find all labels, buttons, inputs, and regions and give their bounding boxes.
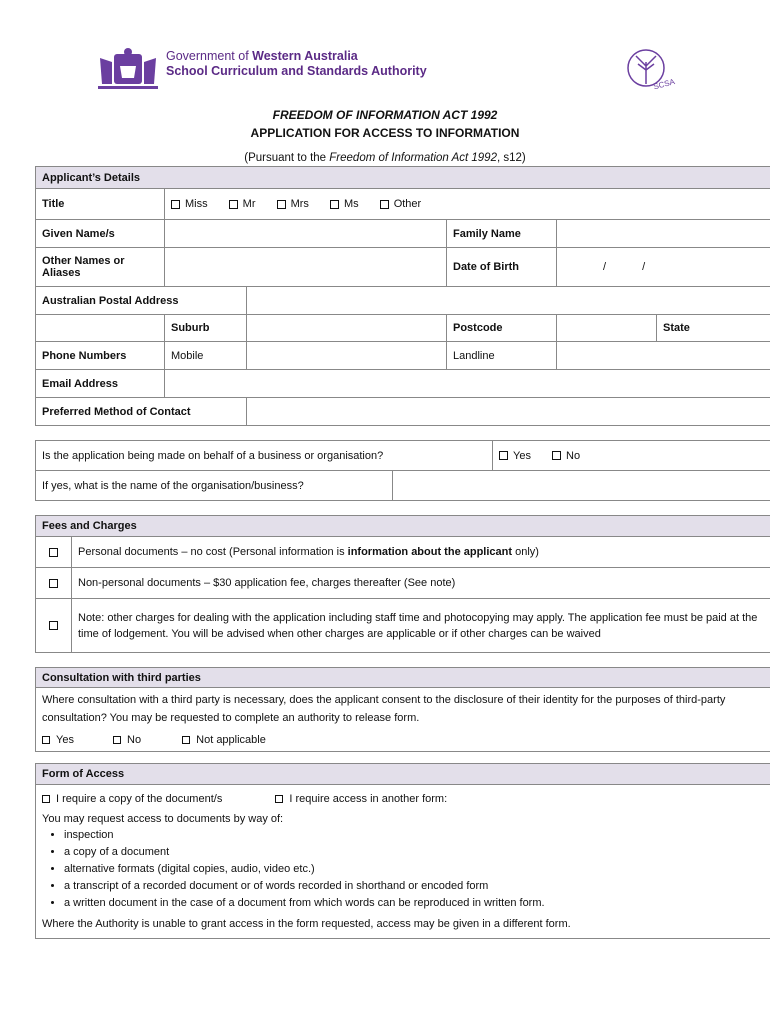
access-table bbox=[35, 763, 770, 939]
title-option-mrs[interactable]: Mrs bbox=[277, 198, 309, 210]
checkbox-icon bbox=[182, 736, 190, 744]
email-field[interactable] bbox=[165, 370, 770, 398]
postal-address-label: Australian Postal Address bbox=[36, 287, 247, 315]
postal-address-field[interactable] bbox=[247, 287, 770, 315]
phone-label: Phone Numbers bbox=[36, 342, 165, 370]
other-names-label: Other Names or Aliases bbox=[36, 248, 165, 287]
access-heading: Form of Access bbox=[36, 764, 770, 785]
nonpersonal-docs-text: Non-personal documents – $30 application fee, charges thereafter (See note) bbox=[72, 568, 770, 599]
business-no-option[interactable]: No bbox=[552, 450, 580, 462]
checkbox-icon bbox=[499, 451, 508, 460]
title-option-ms[interactable]: Ms bbox=[330, 198, 359, 210]
consultation-table bbox=[35, 667, 770, 752]
access-copy-option[interactable]: I require a copy of the document/s bbox=[42, 793, 222, 805]
mobile-label: Mobile bbox=[165, 342, 247, 370]
consultation-options bbox=[42, 731, 770, 749]
access-footer: Where the Authority is unable to grant access in the form requested, access may be given in a different form. bbox=[42, 918, 571, 930]
applicant-details-table bbox=[35, 166, 770, 426]
checkbox-icon bbox=[330, 200, 339, 209]
contact-method-label: Preferred Method of Contact bbox=[36, 398, 247, 426]
title-label: Title bbox=[36, 189, 165, 220]
fees-table bbox=[35, 515, 770, 653]
access-list bbox=[42, 827, 770, 912]
consultation-na-option[interactable]: Not applicable bbox=[182, 731, 266, 749]
list-item: • a written document in the case of a document from which words can be reproduced in written form. bbox=[64, 895, 770, 912]
act-title: FREEDOM OF INFORMATION ACT 1992 bbox=[272, 108, 498, 122]
fees-heading: Fees and Charges bbox=[36, 516, 770, 537]
checkbox-icon bbox=[552, 451, 561, 460]
title-option-other[interactable]: Other bbox=[380, 198, 422, 210]
list-item: • a copy of a document bbox=[64, 844, 770, 861]
access-intro: You may request access to documents by way of: bbox=[42, 813, 284, 825]
fees-note: Note: other charges for dealing with the application including staff time and photocopying may apply. The application fee must be paid at the time of lodgement. You will be advised when other charges are applicable or if other charges can be waived bbox=[72, 599, 770, 653]
personal-checkbox[interactable] bbox=[36, 537, 72, 568]
contact-method-field[interactable] bbox=[247, 398, 770, 426]
org-name-label: If yes, what is the name of the organisation/business? bbox=[36, 471, 393, 501]
family-name-field[interactable] bbox=[557, 220, 770, 248]
checkbox-icon bbox=[42, 795, 50, 803]
title-options bbox=[165, 189, 770, 220]
business-options bbox=[493, 441, 770, 471]
access-another-option[interactable]: I require access in another form: bbox=[275, 793, 447, 805]
business-question: Is the application being made on behalf of a business or organisation? bbox=[36, 441, 493, 471]
list-item: • inspection bbox=[64, 827, 770, 844]
checkbox-icon bbox=[229, 200, 238, 209]
access-options bbox=[42, 793, 770, 805]
landline-field[interactable] bbox=[557, 342, 770, 370]
given-name-label: Given Name/s bbox=[36, 220, 165, 248]
scsa-logo bbox=[620, 44, 680, 94]
list-item: • alternative formats (digital copies, audio, video etc.) bbox=[64, 861, 770, 878]
state-label: State bbox=[657, 315, 770, 342]
mobile-field[interactable] bbox=[247, 342, 447, 370]
business-yes-option[interactable]: Yes bbox=[499, 450, 531, 462]
note-checkbox[interactable] bbox=[36, 599, 72, 653]
consultation-heading: Consultation with third parties bbox=[36, 668, 770, 688]
checkbox-icon bbox=[380, 200, 389, 209]
org-name-line1: Government of Western Australia bbox=[166, 49, 358, 63]
suburb-field[interactable] bbox=[247, 315, 447, 342]
org-name-line2: School Curriculum and Standards Authority bbox=[166, 64, 427, 78]
dob-field[interactable]: / / bbox=[557, 248, 770, 287]
dob-label: Date of Birth bbox=[447, 248, 557, 287]
nonpersonal-checkbox[interactable] bbox=[36, 568, 72, 599]
family-name-label: Family Name bbox=[447, 220, 557, 248]
other-names-field[interactable] bbox=[165, 248, 447, 287]
checkbox-icon bbox=[171, 200, 180, 209]
personal-docs-text: Personal documents – no cost (Personal information is information about the applicant only) bbox=[72, 537, 770, 568]
wa-crest-logo bbox=[96, 44, 160, 92]
applicant-details-heading: Applicant’s Details bbox=[36, 167, 770, 189]
checkbox-icon bbox=[49, 548, 58, 557]
business-table bbox=[35, 440, 770, 501]
checkbox-icon bbox=[42, 736, 50, 744]
consultation-text: Where consultation with a third party is necessary, does the applicant consent to the disclosure of their identity for the purposes of third-party consultation? You may be requested to complete an authority to release form. bbox=[42, 694, 726, 724]
email-label: Email Address bbox=[36, 370, 165, 398]
title-option-mr[interactable]: Mr bbox=[229, 198, 256, 210]
checkbox-icon bbox=[49, 579, 58, 588]
pursuant-line: (Pursuant to the Freedom of Information Act 1992, s12) bbox=[244, 152, 526, 164]
list-item: • a transcript of a recorded document or of words recorded in shorthand or encoded form bbox=[64, 878, 770, 895]
suburb-label: Suburb bbox=[165, 315, 247, 342]
scsa-logo-text: SCSA bbox=[652, 77, 676, 92]
landline-label: Landline bbox=[447, 342, 557, 370]
consultation-no-option[interactable]: No bbox=[113, 731, 141, 749]
checkbox-icon bbox=[49, 621, 58, 630]
application-title: APPLICATION FOR ACCESS TO INFORMATION bbox=[250, 126, 520, 140]
checkbox-icon bbox=[277, 200, 286, 209]
consultation-body bbox=[36, 688, 770, 752]
postcode-label: Postcode bbox=[447, 315, 557, 342]
blank-cell bbox=[36, 315, 165, 342]
access-body bbox=[36, 785, 770, 939]
title-option-miss[interactable]: Miss bbox=[171, 198, 208, 210]
consultation-yes-option[interactable]: Yes bbox=[42, 731, 74, 749]
checkbox-icon bbox=[275, 795, 283, 803]
checkbox-icon bbox=[113, 736, 121, 744]
postcode-field[interactable] bbox=[557, 315, 657, 342]
given-name-field[interactable] bbox=[165, 220, 447, 248]
org-name-field[interactable] bbox=[393, 471, 770, 501]
